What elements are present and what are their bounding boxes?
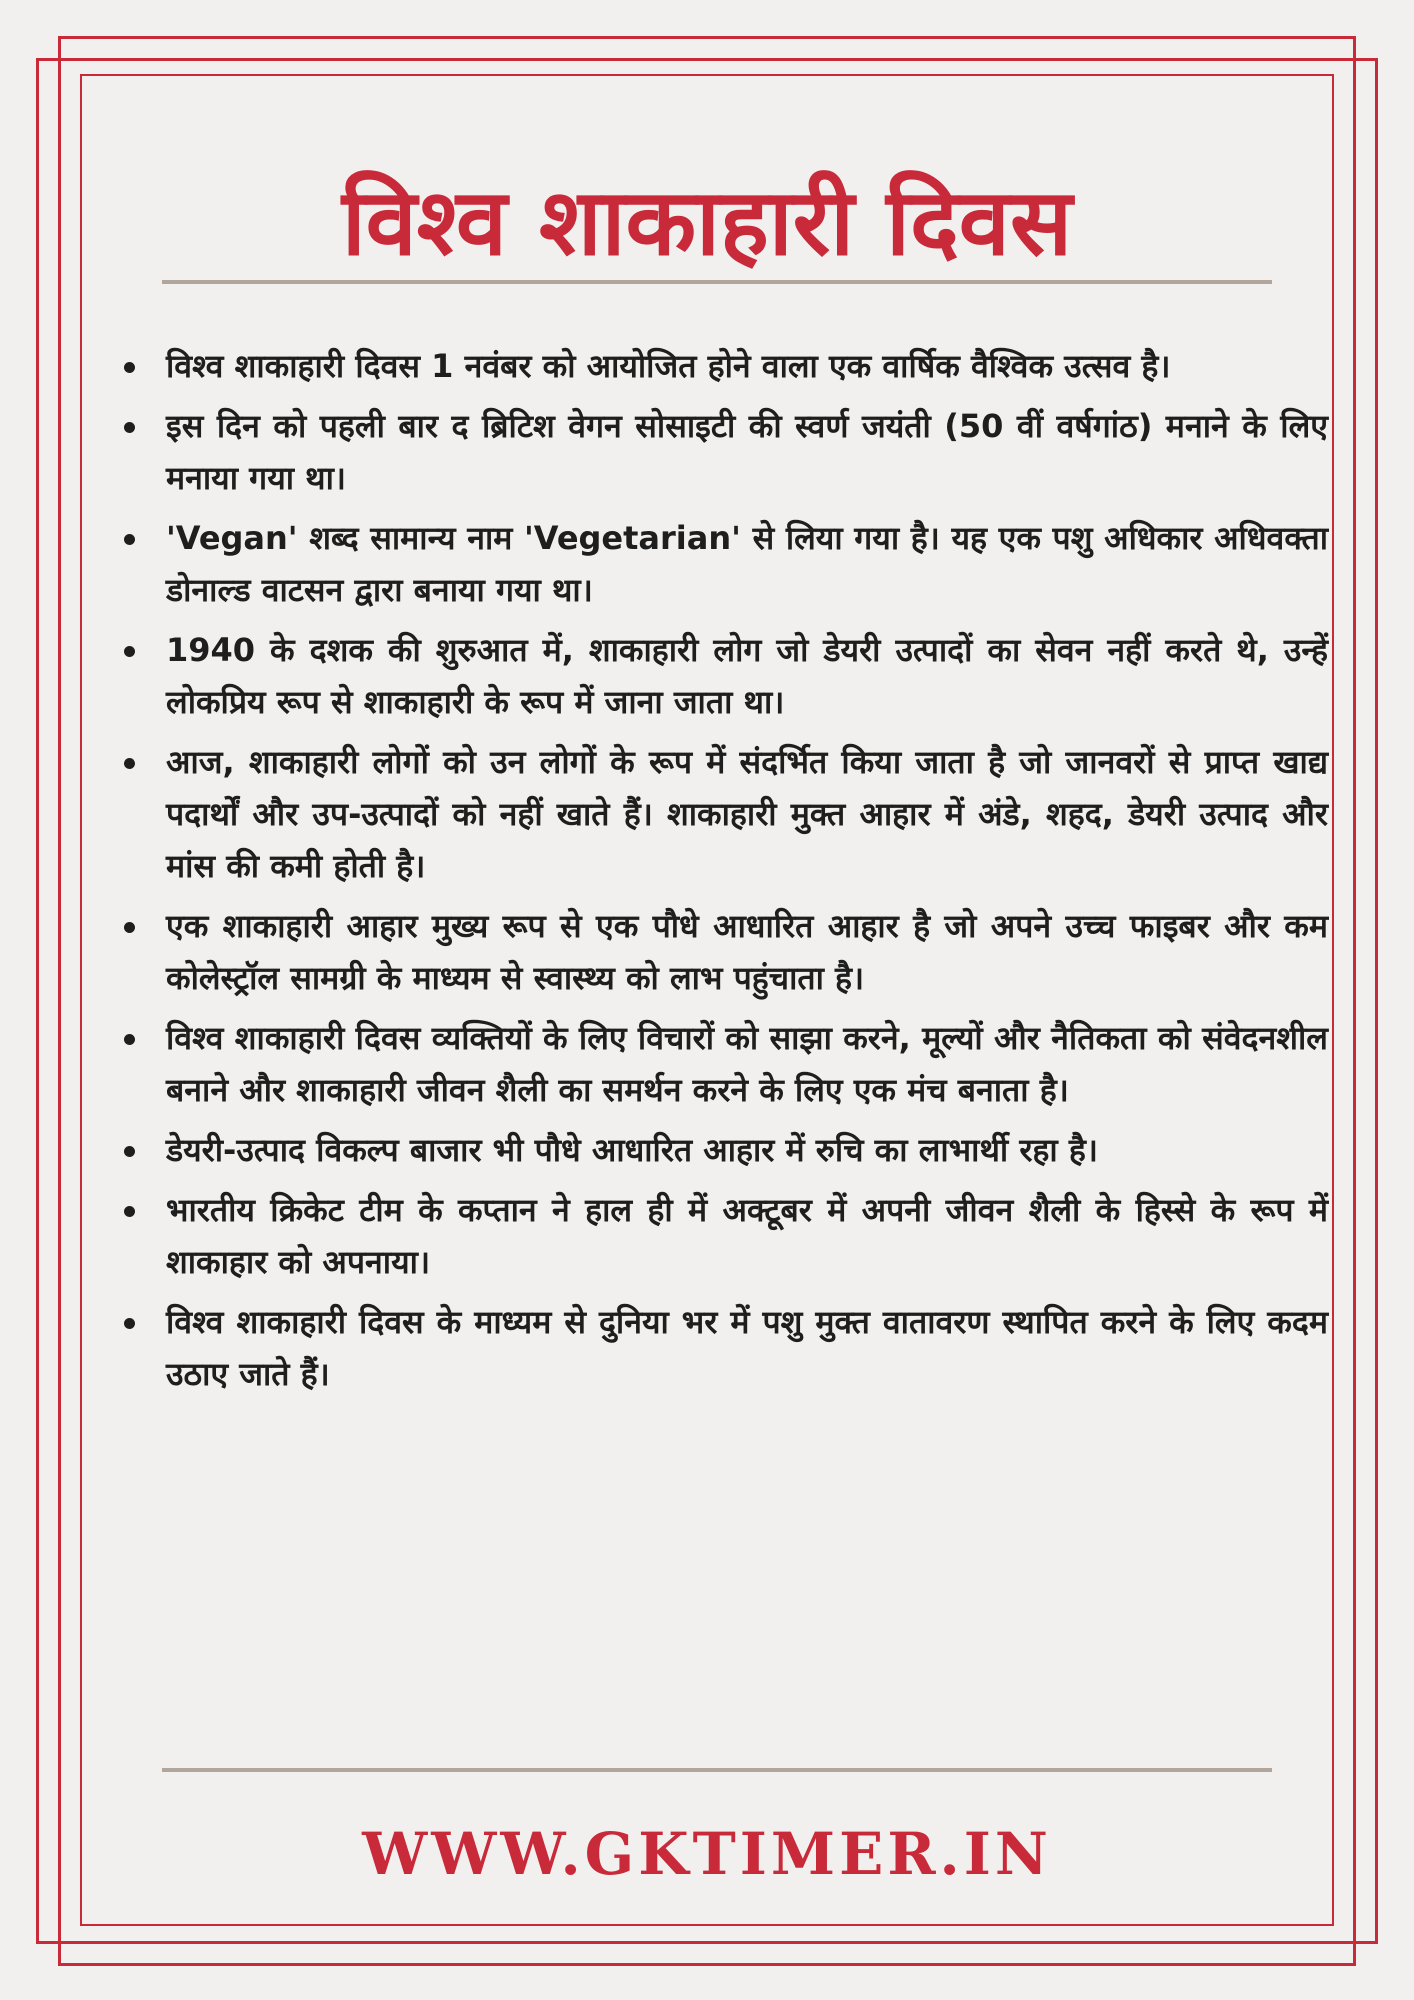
list-item-text: विश्व शाकाहारी दिवस के माध्यम से दुनिया भर में पशु मुक्त वातावरण स्थापित करने के लिए कदम उठाए जाते हैं। [166,1303,1328,1393]
list-item [118,1184,1328,1288]
list-item-text: 1940 के दशक की शुरुआत में, शाकाहारी लोग जो डेयरी उत्पादों का सेवन नहीं करते थे, उन्हें लोकप्रिय रूप से शाकाहारी के रूप में जाना जाता था। [166,631,1328,721]
list-item [118,624,1328,728]
bullet-icon [124,534,135,545]
list-item [118,400,1328,504]
list-item [118,736,1328,892]
list-item-text: डेयरी-उत्पाद विकल्प बाजार भी पौधे आधारित आहार में रुचि का लाभार्थी रहा है। [166,1131,1098,1169]
bullet-icon [124,362,135,373]
page-title: विश्व शाकाहारी दिवस [341,168,1073,276]
list-item [118,900,1328,1004]
bullet-icon [124,1318,135,1329]
bullet-icon [124,1206,135,1217]
bullet-icon [124,646,135,657]
list-item [118,512,1328,616]
list-item-text: भारतीय क्रिकेट टीम के कप्तान ने हाल ही में अक्टूबर में अपनी जीवन शैली के हिस्से के रूप में शाकाहार को अपनाया। [166,1191,1328,1281]
list-item [118,1296,1328,1400]
bullet-icon [124,422,135,433]
list-item-text: इस दिन को पहली बार द ब्रिटिश वेगन सोसाइटी की स्वर्ण जयंती (50 वीं वर्षगांठ) मनाने के लिए मनाया गया था। [166,407,1328,497]
list-item-text: विश्व शाकाहारी दिवस 1 नवंबर को आयोजित होने वाला एक वार्षिक वैश्विक उत्सव है। [166,347,1171,385]
bottom-divider [162,1768,1272,1772]
list-item-text: एक शाकाहारी आहार मुख्य रूप से एक पौधे आधारित आहार है जो अपने उच्च फाइबर और कम कोलेस्ट्रॉल सामग्री के माध्यम से स्वास्थ्य को लाभ पहुंचाता है। [166,907,1328,997]
list-item [118,340,1328,392]
list-item [118,1124,1328,1176]
bullet-icon [124,922,135,933]
bullet-icon [124,1146,135,1157]
bullet-icon [124,1034,135,1045]
list-item-text: आज, शाकाहारी लोगों को उन लोगों के रूप में संदर्भित किया जाता है जो जानवरों से प्राप्त खाद्य पदार्थों और उप-उत्पादों को नहीं खाते हैं। शाकाहारी मुक्त आहार में अंडे, शहद, डेयरी उत्पाद और मांस की कमी होती है। [166,743,1328,885]
list-item-text: 'Vegan' शब्द सामान्य नाम 'Vegetarian' से लिया गया है। यह एक पशु अधिकार अधिवक्ता डोनाल्ड वाटसन द्वारा बनाया गया था। [166,519,1328,609]
list-item-text: विश्व शाकाहारी दिवस व्यक्तियों के लिए विचारों को साझा करने, मूल्यों और नैतिकता को संवेदनशील बनाने और शाकाहारी जीवन शैली का समर्थन करने के लिए एक मंच बनाता है। [166,1019,1328,1109]
bullet-icon [124,758,135,769]
website-url: WWW.GKTIMER.IN [362,1820,1052,1888]
fact-list [118,340,1328,1408]
top-divider [162,280,1272,284]
list-item [118,1012,1328,1116]
